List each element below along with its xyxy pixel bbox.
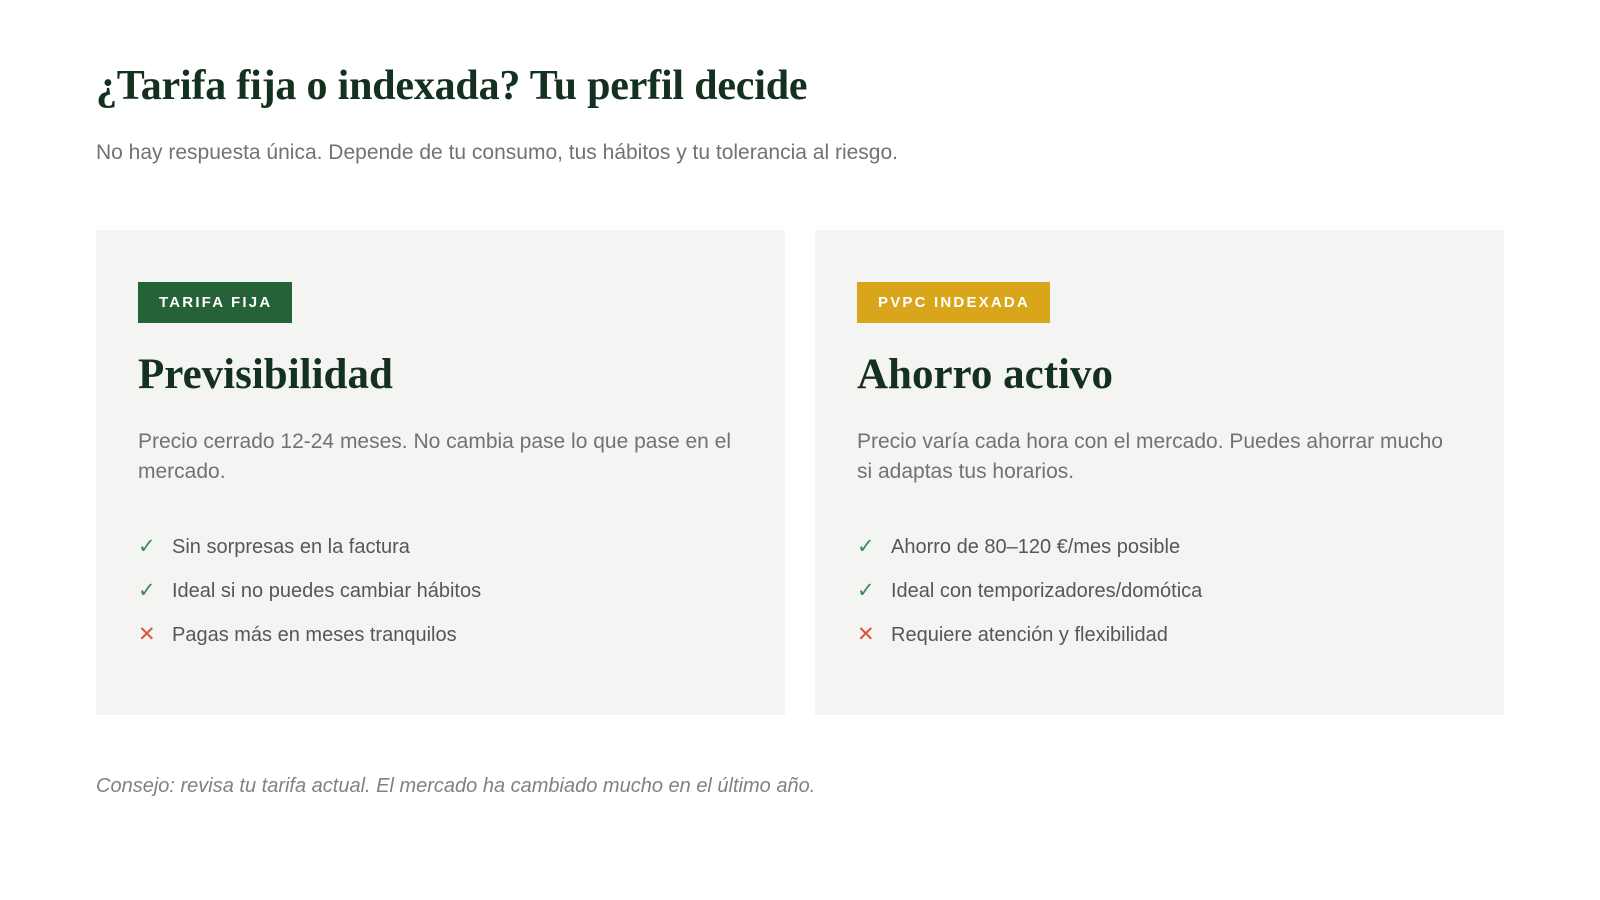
feature-label: Pagas más en meses tranquilos — [172, 623, 457, 646]
card-description-tarifa-fija: Precio cerrado 12-24 meses. No cambia pase lo que pase en el mercado. — [138, 429, 732, 484]
cross-icon: ✕ — [138, 622, 156, 646]
page-title: ¿Tarifa fija o indexada? Tu perfil decide — [96, 63, 808, 109]
check-icon: ✓ — [138, 578, 156, 602]
check-icon: ✓ — [857, 534, 875, 558]
card-title-tarifa-fija: Previsibilidad — [138, 350, 393, 398]
cross-icon: ✕ — [857, 622, 875, 646]
feature-list-tarifa-fija — [138, 536, 743, 647]
card-pvpc-indexada — [815, 230, 1504, 715]
feature-label: Sin sorpresas en la factura — [172, 535, 410, 558]
feature-list-pvpc-indexada — [857, 536, 1462, 647]
feature-label: Ahorro de 80–120 €/mes posible — [891, 535, 1181, 558]
card-tarifa-fija — [96, 230, 785, 715]
comparison-cards — [96, 230, 1504, 715]
card-title-pvpc-indexada: Ahorro activo — [857, 350, 1113, 398]
check-icon: ✓ — [138, 534, 156, 558]
list-item — [857, 536, 1462, 559]
feature-label: Ideal con temporizadores/domótica — [891, 579, 1203, 602]
footnote: Consejo: revisa tu tarifa actual. El mercado ha cambiado mucho en el último año. — [96, 774, 816, 797]
feature-label: Requiere atención y flexibilidad — [891, 623, 1168, 646]
feature-label: Ideal si no puedes cambiar hábitos — [172, 579, 482, 602]
card-description-pvpc-indexada: Precio varía cada hora con el mercado. Puedes ahorrar mucho si adaptas tus horarios. — [857, 429, 1443, 484]
list-item — [138, 580, 743, 603]
check-icon: ✓ — [857, 578, 875, 602]
list-item — [138, 536, 743, 559]
list-item — [138, 624, 743, 647]
page-subtitle: No hay respuesta única. Depende de tu consumo, tus hábitos y tu tolerancia al riesgo. — [96, 141, 898, 165]
list-item — [857, 624, 1462, 647]
list-item — [857, 580, 1462, 603]
badge-tarifa-fija: TARIFA FIJA — [138, 282, 292, 323]
badge-pvpc-indexada: PVPC INDEXADA — [857, 282, 1050, 323]
